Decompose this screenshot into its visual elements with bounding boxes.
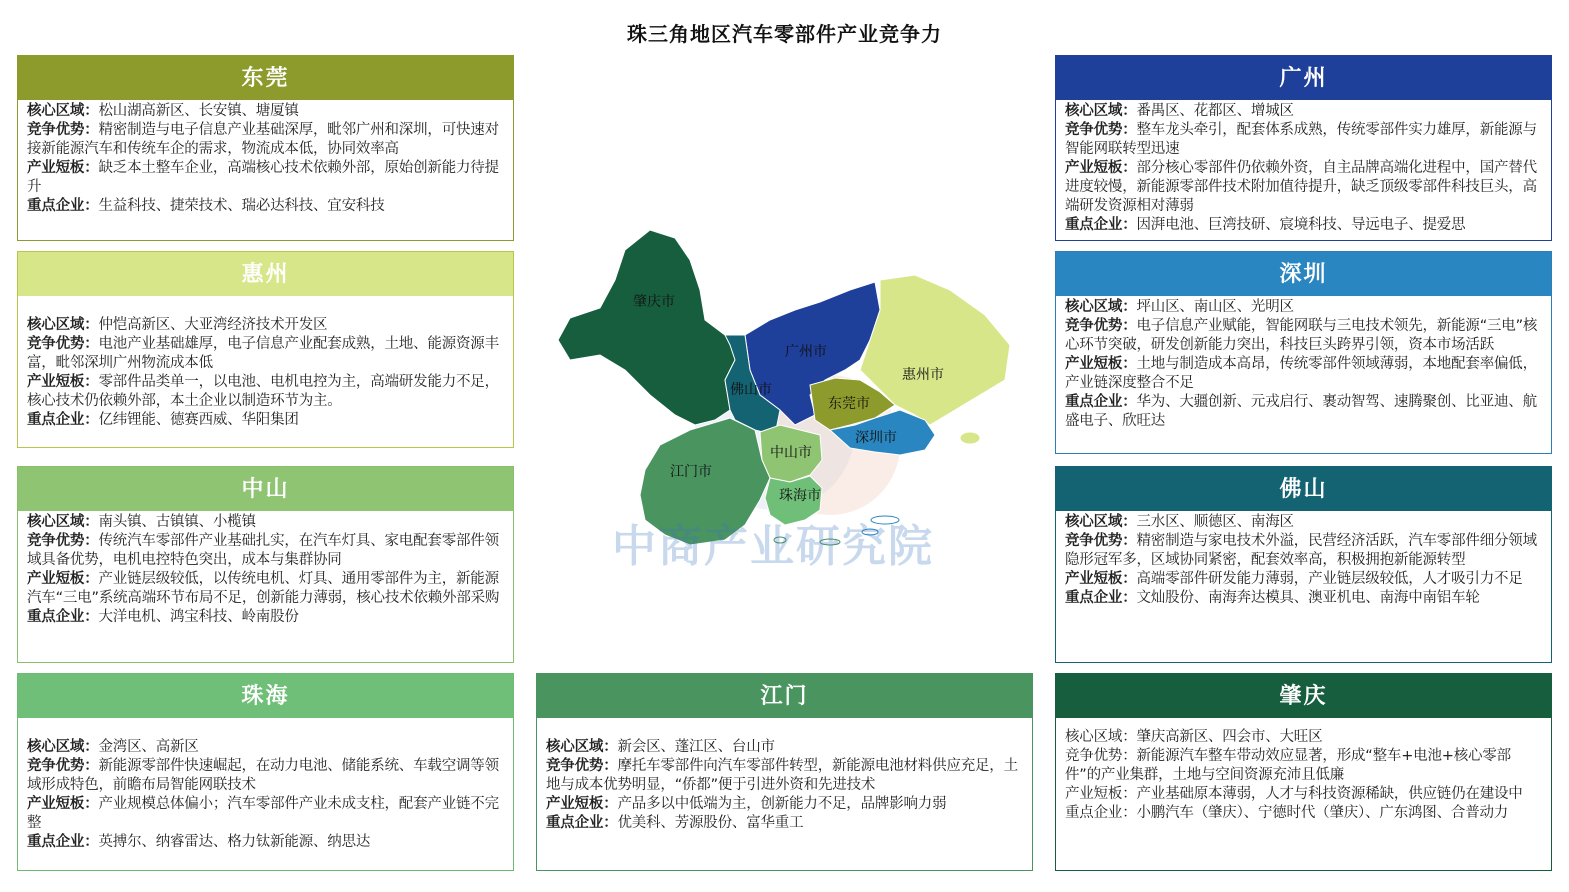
card-row: 重点企业：大洋电机、鸿宝科技、岭南股份 — [27, 609, 299, 625]
card-title: 江门 — [537, 674, 1032, 718]
card-row: 重点企业：优美科、芳源股份、富华重工 — [546, 815, 804, 831]
map-label-foshan: 佛山市 — [730, 382, 772, 398]
card-guangzhou — [1055, 55, 1552, 241]
card-title: 珠海 — [18, 674, 513, 718]
card-row: 竞争优势：精密制造与电子信息产业基础深厚，毗邻广州和深圳，可快速对接新能源汽车和传统车企的需求，物流成本低，协同效率高 — [27, 122, 499, 157]
card-row: 竞争优势：新能源汽车整车带动效应显著，形成“整车+电池+核心零部件”的产业集群，土地与空间资源充沛且低廉 — [1065, 748, 1511, 783]
card-title: 深圳 — [1056, 252, 1551, 296]
card-row: 产业短板：零部件品类单一，以电池、电机电控为主，高端研发能力不足，核心技术仍依赖外部，本土企业以制造环节为主。 — [27, 374, 499, 409]
card-row: 核心区域：三水区、顺德区、南海区 — [1065, 514, 1294, 530]
card-row: 重点企业：华为、大疆创新、元戎启行、裹动智驾、速腾聚创、比亚迪、航盛电子、欣旺达 — [1065, 394, 1537, 429]
card-foshan — [1055, 466, 1552, 663]
card-row: 产业短板：土地与制造成本高昂，传统零部件领域薄弱，本地配套率偏低，产业链深度整合不足 — [1065, 356, 1537, 391]
card-title: 东莞 — [18, 56, 513, 100]
card-row: 重点企业：英搏尔、纳睿雷达、格力钛新能源、纳思达 — [27, 834, 371, 850]
island-5 — [960, 432, 980, 444]
card-row: 竞争优势：电池产业基础雄厚，电子信息产业配套成熟，土地、能源资源丰富，毗邻深圳广州物流成本低 — [27, 336, 499, 371]
card-row: 竞争优势：整车龙头牵引，配套体系成熟，传统零部件实力雄厚，新能源与智能网联转型迅速 — [1065, 122, 1537, 157]
card-title: 中山 — [18, 467, 513, 511]
card-shenzhen — [1055, 251, 1552, 454]
card-row: 产业短板：部分核心零部件仍依赖外资，自主品牌高端化进程中，国产替代进度较慢，新能源零部件技术附加值待提升，缺乏顶级零部件科技巨头，高端研发资源相对薄弱 — [1065, 160, 1537, 214]
card-row: 核心区域：仲恺高新区、大亚湾经济技术开发区 — [27, 317, 328, 333]
watermark-text: 中商产业研究院 — [612, 521, 934, 572]
card-row: 核心区域：新会区、蓬江区、台山市 — [546, 739, 775, 755]
card-row: 重点企业：小鹏汽车（肇庆）、宁德时代（肇庆）、广东鸿图、合普动力 — [1065, 805, 1509, 821]
card-row: 产业短板：高端零部件研发能力薄弱，产业链层级较低，人才吸引力不足 — [1065, 571, 1523, 587]
card-zhuhai — [17, 673, 514, 871]
card-row: 重点企业：生益科技、捷荣技术、瑞必达科技、宜安科技 — [27, 198, 385, 214]
page-title: 珠三角地区汽车零部件产业竞争力 — [627, 22, 942, 46]
card-title: 佛山 — [1056, 467, 1551, 511]
card-row: 核心区域：松山湖高新区、长安镇、塘厦镇 — [27, 103, 299, 119]
map-label-jiangmen: 江门市 — [670, 464, 712, 480]
map-label-zhongshan: 中山市 — [770, 445, 812, 461]
card-jiangmen — [536, 673, 1033, 871]
card-row: 竞争优势：传统汽车零部件产业基础扎实，在汽车灯具、家电配套零部件领域具备优势，电机电控特色突出，成本与集群协同 — [27, 533, 499, 568]
card-title: 惠州 — [18, 252, 513, 296]
map-label-shenzhen: 深圳市 — [855, 430, 897, 446]
map-label-huizhou: 惠州市 — [902, 367, 944, 383]
card-row: 重点企业：文灿股份、南海奔达模具、澳亚机电、南海中南铝车轮 — [1065, 590, 1480, 606]
card-row: 竞争优势：精密制造与家电技术外溢，民营经济活跃，汽车零部件细分领域隐形冠军多，区域协同紧密，配套效率高，积极拥抱新能源转型 — [1065, 533, 1537, 568]
card-row: 重点企业：因湃电池、巨湾技研、宸境科技、导远电子、提爱思 — [1065, 217, 1466, 233]
card-row: 核心区域：番禺区、花都区、增城区 — [1065, 103, 1294, 119]
card-row: 竞争优势：电子信息产业赋能，智能网联与三电技术领先，新能源“三电”核心环节突破，研发创新能力突出，科技巨头跨界引领，资本市场活跃 — [1065, 318, 1538, 353]
card-row: 核心区域：南头镇、古镇镇、小榄镇 — [27, 514, 256, 530]
map-label-zhaoqing: 肇庆市 — [633, 294, 675, 310]
card-row: 产业短板：产业规模总体偏小；汽车零部件产业未成支柱，配套产业链不完整 — [27, 796, 499, 831]
region-zhaoqing — [558, 230, 740, 425]
map-label-zhuhai: 珠海市 — [779, 488, 821, 504]
card-zhongshan — [17, 466, 514, 663]
card-row: 产业短板：产业基础原本薄弱，人才与科技资源稀缺，供应链仍在建设中 — [1065, 786, 1523, 802]
card-zhaoqing — [1055, 673, 1552, 871]
card-row: 核心区域：金湾区、高新区 — [27, 739, 199, 755]
card-huizhou — [17, 251, 514, 448]
card-row: 核心区域：坪山区、南山区、光明区 — [1065, 299, 1294, 315]
card-title: 肇庆 — [1056, 674, 1551, 718]
card-row: 核心区域：肇庆高新区、四会市、大旺区 — [1065, 729, 1323, 745]
card-row: 产业短板：产品多以中低端为主，创新能力不足，品牌影响力弱 — [546, 796, 947, 812]
card-row: 重点企业：亿纬锂能、德赛西威、华阳集团 — [27, 412, 299, 428]
card-row: 竞争优势：新能源零部件快速崛起，在动力电池、储能系统、车载空调等领域形成特色，前瞻布局智能网联技术 — [27, 758, 499, 793]
card-row: 产业短板：缺乏本土整车企业，高端核心技术依赖外部，原始创新能力待提升 — [27, 160, 499, 195]
card-row: 竞争优势：摩托车零部件向汽车零部件转型，新能源电池材料供应充足，土地与成本优势明显，“侨都”便于引进外资和先进技术 — [546, 758, 1018, 793]
card-title: 广州 — [1056, 56, 1551, 100]
map-label-dongguan: 东莞市 — [828, 396, 870, 412]
map-label-guangzhou: 广州市 — [785, 344, 827, 360]
card-dongguan — [17, 55, 514, 241]
card-row: 产业短板：产业链层级较低，以传统电机、灯具、通用零部件为主，新能源汽车“三电”系统高端环节布局不足，创新能力薄弱，核心技术依赖外部采购 — [27, 571, 500, 606]
